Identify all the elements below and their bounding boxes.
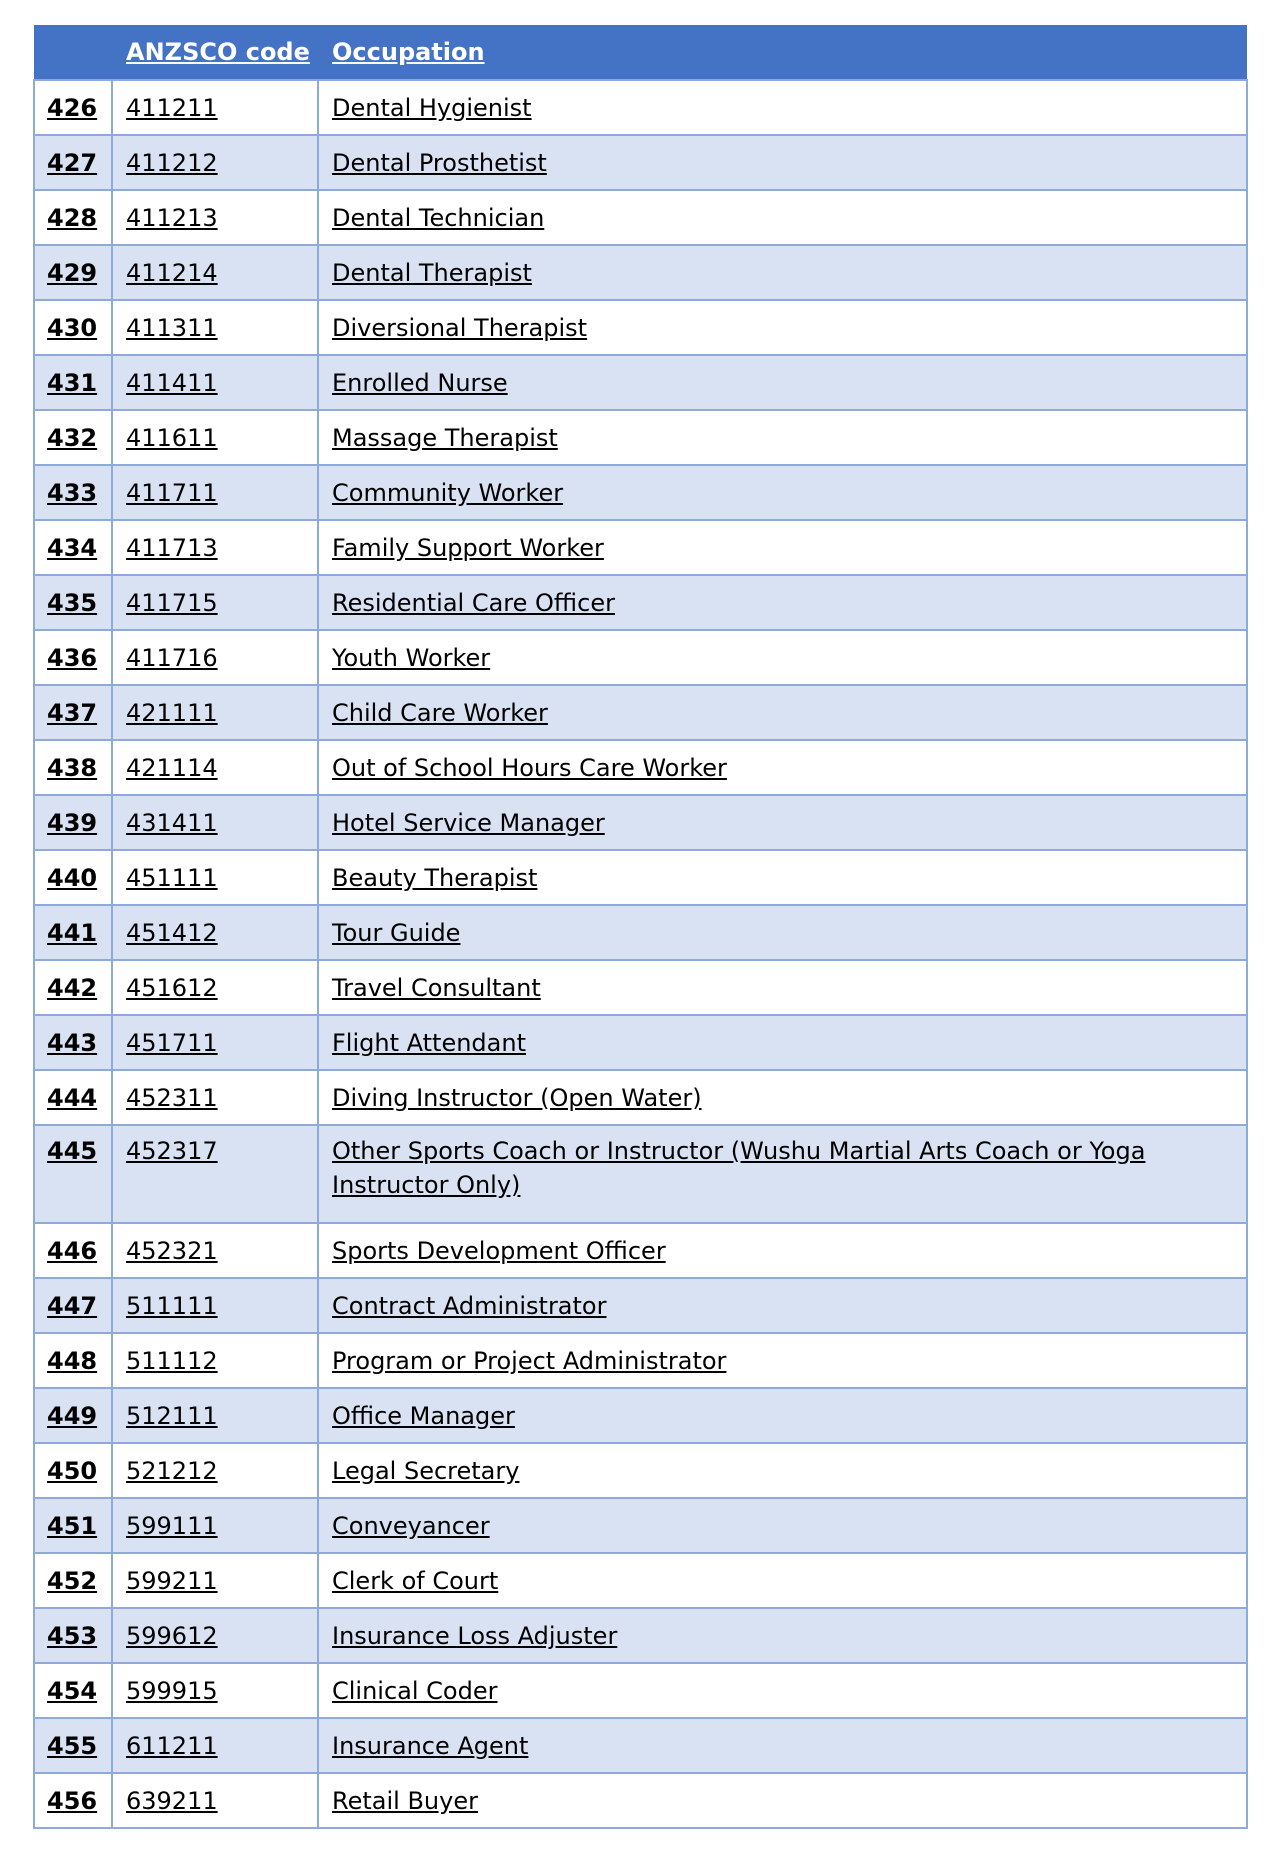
anzsco-code-link[interactable]: 451111 [126,863,218,892]
occupation-link[interactable]: Office Manager [332,1401,515,1430]
anzsco-code-link[interactable]: 452317 [126,1137,218,1165]
row-number[interactable]: 434 [47,533,98,562]
occupation-link-cell [318,1015,1247,1070]
occupation-link[interactable]: Clerk of Court [332,1566,499,1595]
row-number-cell [34,1718,112,1773]
table-row [34,575,1247,630]
occupation-link-cell [318,300,1247,355]
row-number[interactable]: 447 [47,1291,98,1320]
row-number[interactable]: 443 [47,1028,98,1057]
occupation-link-cell [318,1070,1247,1125]
occupation-link-cell [318,1718,1247,1773]
row-number-cell [34,795,112,850]
occupation-link-cell [318,520,1247,575]
row-number-cell [34,1223,112,1278]
occupation-link-cell [318,245,1247,300]
occupation-link[interactable]: Insurance Loss Adjuster [332,1621,618,1650]
row-number-cell [34,850,112,905]
occupation-link[interactable]: Dental Therapist [332,258,532,287]
anzsco-code-link-cell [112,630,318,685]
anzsco-code-link-cell [112,1070,318,1125]
row-number[interactable]: 436 [47,643,98,672]
table-row [34,1125,1247,1223]
occupation-header[interactable]: Occupation [318,25,1247,80]
anzsco-code-link[interactable]: 411212 [126,148,218,177]
row-number[interactable]: 444 [47,1083,98,1112]
occupation-link-cell [318,1125,1247,1223]
table-row [34,850,1247,905]
anzsco-code-link[interactable]: 411716 [126,643,218,672]
row-number[interactable]: 430 [47,313,98,342]
row-number-cell [34,630,112,685]
occupation-link[interactable]: Program or Project Administrator [332,1346,727,1375]
row-number-cell [34,135,112,190]
anzsco-code-link[interactable]: 451711 [126,1028,218,1057]
anzsco-code-header[interactable]: ANZSCO code [112,25,318,80]
row-number-cell [34,355,112,410]
occupation-link[interactable]: Retail Buyer [332,1786,478,1815]
anzsco-code-link[interactable]: 411311 [126,313,218,342]
row-number-cell [34,1125,112,1223]
occupation-list-page [33,25,1246,1829]
row-number[interactable]: 426 [47,93,98,122]
row-number-cell [34,520,112,575]
row-number-cell [34,1388,112,1443]
anzsco-code-link[interactable]: 639211 [126,1786,218,1815]
table-row [34,1070,1247,1125]
anzsco-code-link[interactable]: 599612 [126,1621,218,1650]
table-row [34,410,1247,465]
row-number-cell [34,1498,112,1553]
occupation-link[interactable]: Dental Technician [332,203,545,232]
anzsco-code-link-cell [112,80,318,135]
occupation-link[interactable]: Family Support Worker [332,533,604,562]
row-number[interactable]: 449 [47,1401,98,1430]
occupation-link-cell [318,1278,1247,1333]
occupation-link[interactable]: Legal Secretary [332,1456,520,1485]
row-number-cell [34,80,112,135]
row-number-cell [34,740,112,795]
anzsco-code-link[interactable]: 521212 [126,1456,218,1485]
row-number[interactable]: 451 [47,1511,98,1540]
occupation-link[interactable]: Massage Therapist [332,423,558,452]
row-number[interactable]: 429 [47,258,98,287]
anzsco-code-link-cell [112,410,318,465]
table-row [34,685,1247,740]
occupation-link[interactable]: Enrolled Nurse [332,368,508,397]
anzsco-code-link-cell [112,1663,318,1718]
anzsco-code-link-cell [112,850,318,905]
anzsco-code-link[interactable]: 611211 [126,1731,218,1760]
row-number-cell [34,960,112,1015]
anzsco-code-link[interactable]: 411711 [126,478,218,507]
occupation-link[interactable]: Travel Consultant [332,973,541,1002]
anzsco-code-link-cell [112,960,318,1015]
row-number-cell [34,300,112,355]
row-number-cell [34,1278,112,1333]
anzsco-code-link-cell [112,1278,318,1333]
occupation-link-cell [318,1663,1247,1718]
anzsco-code-link-cell [112,1333,318,1388]
row-number[interactable]: 453 [47,1621,98,1650]
anzsco-code-link-cell [112,575,318,630]
row-number-cell [34,575,112,630]
table-body [34,80,1247,1828]
row-number[interactable]: 452 [47,1566,98,1595]
anzsco-code-link[interactable]: 411211 [126,93,218,122]
row-number[interactable]: 442 [47,973,98,1002]
occupation-link[interactable]: Child Care Worker [332,698,548,727]
row-number[interactable]: 435 [47,588,98,617]
occupation-link[interactable]: Contract Administrator [332,1291,607,1320]
anzsco-code-link-cell [112,905,318,960]
table-row [34,1223,1247,1278]
occupation-link-cell [318,1333,1247,1388]
row-number-cell [34,465,112,520]
table-row [34,1278,1247,1333]
anzsco-code-link-cell [112,245,318,300]
occupation-link[interactable]: Diving Instructor (Open Water) [332,1083,702,1112]
occupation-link[interactable]: Other Sports Coach or Instructor (Wushu Martial Arts Coach or Yoga Instructor Only) [332,1137,1146,1199]
row-number[interactable]: 431 [47,368,98,397]
anzsco-code-link[interactable]: 411214 [126,258,218,287]
occupation-link-cell [318,190,1247,245]
occupation-link-cell [318,80,1247,135]
occupation-link[interactable]: Flight Attendant [332,1028,526,1057]
table-row [34,1718,1247,1773]
occupation-link-cell [318,1388,1247,1443]
occupation-link[interactable]: Sports Development Officer [332,1236,666,1265]
row-number-cell [34,1663,112,1718]
anzsco-code-link-cell [112,1718,318,1773]
row-number-cell [34,1015,112,1070]
occupation-link-cell [318,1498,1247,1553]
anzsco-code-link[interactable]: 511111 [126,1291,218,1320]
anzsco-code-link-cell [112,190,318,245]
occupation-link-cell [318,1443,1247,1498]
anzsco-code-link-cell [112,1015,318,1070]
row-number[interactable]: 433 [47,478,98,507]
row-number-cell [34,1553,112,1608]
row-number[interactable]: 445 [47,1137,98,1165]
occupation-link[interactable]: Insurance Agent [332,1731,529,1760]
table-row [34,1498,1247,1553]
row-number-cell [34,190,112,245]
anzsco-code-link[interactable]: 451612 [126,973,218,1002]
anzsco-code-link[interactable]: 512111 [126,1401,218,1430]
anzsco-code-link[interactable]: 511112 [126,1346,218,1375]
table-row [34,1663,1247,1718]
table-row [34,520,1247,575]
occupation-link[interactable]: Dental Prosthetist [332,148,547,177]
row-number[interactable]: 446 [47,1236,98,1265]
occupation-link[interactable]: Residential Care Officer [332,588,615,617]
row-number-cell [34,1773,112,1828]
anzsco-code-link[interactable]: 421114 [126,753,218,782]
occupation-link-cell [318,575,1247,630]
anzsco-code-link-cell [112,740,318,795]
anzsco-code-link[interactable]: 599211 [126,1566,218,1595]
occupation-link-cell [318,905,1247,960]
occupation-link[interactable]: Diversional Therapist [332,313,588,342]
occupation-link-cell [318,850,1247,905]
anzsco-code-link-cell [112,465,318,520]
row-number[interactable]: 432 [47,423,98,452]
table-header-row [34,25,1247,80]
occupation-link-cell [318,740,1247,795]
anzsco-code-link-cell [112,1388,318,1443]
table-row [34,245,1247,300]
row-number[interactable]: 455 [47,1731,98,1760]
occupation-link[interactable]: Out of School Hours Care Worker [332,753,727,782]
row-number-cell [34,245,112,300]
occupation-link-cell [318,465,1247,520]
row-number[interactable]: 441 [47,918,98,947]
row-number[interactable]: 427 [47,148,98,177]
occupation-link[interactable]: Youth Worker [332,643,491,672]
row-number[interactable]: 454 [47,1676,98,1705]
row-number-cell [34,1608,112,1663]
table-row [34,1608,1247,1663]
table-row [34,740,1247,795]
occupation-link-cell [318,135,1247,190]
table-row [34,300,1247,355]
row-number-cell [34,1443,112,1498]
occupation-link-cell [318,410,1247,465]
occupation-link[interactable]: Hotel Service Manager [332,808,605,837]
table-row [34,1773,1247,1828]
occupation-link-cell [318,1608,1247,1663]
row-number[interactable]: 439 [47,808,98,837]
occupation-link-cell [318,1223,1247,1278]
anzsco-code-link[interactable]: 451412 [126,918,218,947]
anzsco-code-link[interactable]: 599111 [126,1511,218,1540]
occupation-link[interactable]: Clinical Coder [332,1676,498,1705]
table-row [34,190,1247,245]
table-row [34,1333,1247,1388]
occupation-link[interactable]: Community Worker [332,478,564,507]
anzsco-code-link-cell [112,520,318,575]
anzsco-code-link-cell [112,1608,318,1663]
anzsco-code-link[interactable]: 452311 [126,1083,218,1112]
occupation-link[interactable]: Dental Hygienist [332,93,532,122]
row-number-header [34,25,112,80]
anzsco-code-link-cell [112,135,318,190]
occupation-link-cell [318,355,1247,410]
table-row [34,1388,1247,1443]
anzsco-code-link-cell [112,1498,318,1553]
row-number-cell [34,410,112,465]
table-row [34,135,1247,190]
table-row [34,1015,1247,1070]
anzsco-code-link[interactable]: 411213 [126,203,218,232]
occupation-link-cell [318,795,1247,850]
row-number-cell [34,685,112,740]
table-row [34,355,1247,410]
row-number[interactable]: 428 [47,203,98,232]
occupation-table [33,25,1248,1829]
anzsco-code-link-cell [112,685,318,740]
row-number[interactable]: 450 [47,1456,98,1485]
anzsco-code-link-cell [112,1125,318,1223]
anzsco-code-link[interactable]: 411411 [126,368,218,397]
table-row [34,630,1247,685]
table-row [34,795,1247,850]
row-number[interactable]: 448 [47,1346,98,1375]
row-number[interactable]: 440 [47,863,98,892]
table-row [34,905,1247,960]
occupation-link-cell [318,630,1247,685]
anzsco-code-link-cell [112,1773,318,1828]
anzsco-code-link[interactable]: 431411 [126,808,218,837]
row-number-cell [34,905,112,960]
anzsco-code-link[interactable]: 452321 [126,1236,218,1265]
table-row [34,465,1247,520]
table-row [34,80,1247,135]
table-row [34,1443,1247,1498]
anzsco-code-link[interactable]: 599915 [126,1676,218,1705]
occupation-link-cell [318,685,1247,740]
anzsco-code-link-cell [112,795,318,850]
row-number[interactable]: 438 [47,753,98,782]
row-number-cell [34,1070,112,1125]
row-number[interactable]: 456 [47,1786,98,1815]
anzsco-code-link[interactable]: 411713 [126,533,218,562]
row-number-cell [34,1333,112,1388]
anzsco-code-link-cell [112,1553,318,1608]
occupation-link[interactable]: Beauty Therapist [332,863,538,892]
anzsco-code-link-cell [112,1223,318,1278]
occupation-link-cell [318,960,1247,1015]
table-row [34,1553,1247,1608]
table-row [34,960,1247,1015]
occupation-link[interactable]: Conveyancer [332,1511,490,1540]
occupation-link[interactable]: Tour Guide [332,918,461,947]
occupation-link-cell [318,1773,1247,1828]
anzsco-code-link-cell [112,355,318,410]
anzsco-code-link-cell [112,300,318,355]
anzsco-code-link[interactable]: 411715 [126,588,218,617]
anzsco-code-link[interactable]: 421111 [126,698,218,727]
anzsco-code-link[interactable]: 411611 [126,423,218,452]
row-number[interactable]: 437 [47,698,98,727]
anzsco-code-link-cell [112,1443,318,1498]
occupation-link-cell [318,1553,1247,1608]
